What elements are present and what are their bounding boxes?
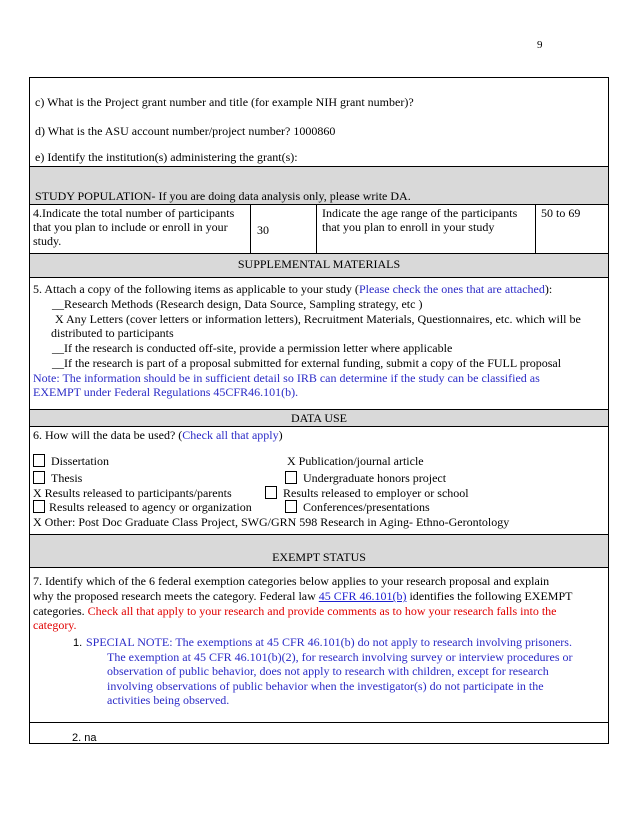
grant-question-d: d) What is the ASU account number/project number? 1000860 (35, 124, 336, 138)
special-note-number: 1. (73, 637, 83, 649)
conferences-label: Conferences/presentations (303, 500, 430, 514)
participants-question-line: study. (33, 234, 62, 248)
exemption-item-2[interactable]: 2. na (72, 732, 97, 744)
age-range-value[interactable]: 50 to 69 (541, 206, 581, 220)
page-number: 9 (537, 39, 543, 51)
undergrad-label: Undergraduate honors project (303, 471, 447, 485)
results-participants-option[interactable]: X Results released to participants/parents (33, 486, 232, 500)
exempt-question: categories. Check all that apply to your research and provide comments as to how your research falls into the (33, 604, 557, 618)
grant-question-c: c) What is the Project grant number and title (for example NIH grant number)? (35, 95, 414, 109)
participants-question-line: 4.Indicate the total number of participants (33, 206, 235, 220)
supplemental-note: EXEMPT under Federal Regulations 45CFR46.101(b). (33, 385, 299, 399)
special-note-line: activities being observed. (107, 693, 230, 707)
data-use-header: DATA USE (290, 411, 348, 425)
undergrad-checkbox[interactable] (285, 471, 297, 484)
age-range-question-line: that you plan to enroll in your study (322, 220, 495, 234)
results-agency-checkbox[interactable] (33, 500, 45, 513)
study-population-header: STUDY POPULATION- If you are doing data analysis only, please write DA. (35, 189, 411, 203)
results-employer-label: Results released to employer or school (283, 486, 469, 500)
exempt-question: why the proposed research meets the category. Federal law 45 CFR 46.101(b) identifies the following EXEMPT (33, 589, 573, 603)
supplemental-header: SUPPLEMENTAL MATERIALS (237, 257, 401, 271)
data-use-question: 6. How will the data be used? (Check all that apply) (33, 428, 283, 442)
exempt-question: category. (33, 618, 77, 632)
supplemental-question: 5. Attach a copy of the following items as applicable to your study (Please check the ones that are attached): (33, 282, 553, 296)
thesis-label: Thesis (51, 471, 83, 485)
age-range-question-line: Indicate the age range of the participants (322, 206, 518, 220)
conferences-checkbox[interactable] (285, 500, 297, 513)
results-employer-checkbox[interactable] (265, 486, 277, 499)
grant-question-e: e) Identify the institution(s) administering the grant(s): (35, 150, 298, 164)
supplemental-item[interactable]: __If the research is part of a proposal submitted for external funding, submit a copy of the FULL proposal (52, 356, 562, 370)
special-note-line: SPECIAL NOTE: The exemptions at 45 CFR 46.101(b) do not apply to research involving prisoners. (86, 635, 572, 649)
participants-count[interactable]: 30 (257, 223, 269, 237)
supplemental-item[interactable]: __If the research is conducted off-site, provide a permission letter where applicable (52, 341, 453, 355)
special-note-line: involving observations of public behavior when the investigator(s) do not participate in the (107, 679, 544, 693)
supplemental-item[interactable]: X Any Letters (cover letters or information letters), Recruitment Materials, Questionnaires, etc. which will be (55, 312, 581, 326)
supplemental-item[interactable]: __Research Methods (Research design, Data Source, Sampling strategy, etc ) (52, 297, 423, 311)
publication-option[interactable]: X Publication/journal article (287, 454, 424, 468)
thesis-checkbox[interactable] (33, 471, 45, 484)
exempt-question: 7. Identify which of the 6 federal exemption categories below applies to your research proposal and explain (33, 574, 550, 588)
supplemental-item: distributed to participants (51, 326, 174, 340)
exempt-header: EXEMPT STATUS (272, 550, 366, 564)
supplemental-note: Note: The information should be in sufficient detail so IRB can determine if the study can be classified as (33, 371, 540, 385)
participants-question-line: that you plan to include or enroll in your (33, 220, 228, 234)
special-note-line: observation of public behavior, does not apply to research with children, except for research (107, 664, 549, 678)
other-option[interactable]: X Other: Post Doc Graduate Class Project, SWG/GRN 598 Research in Aging- Ethno-Gerontology (33, 515, 510, 529)
special-note-line: The exemption at 45 CFR 46.101(b)(2), for research involving survey or interview procedures or (107, 650, 573, 664)
dissertation-label: Dissertation (51, 454, 109, 468)
results-agency-label: Results released to agency or organization (49, 500, 252, 514)
dissertation-checkbox[interactable] (33, 454, 45, 467)
cfr-link[interactable]: 45 CFR 46.101(b) (318, 589, 407, 603)
